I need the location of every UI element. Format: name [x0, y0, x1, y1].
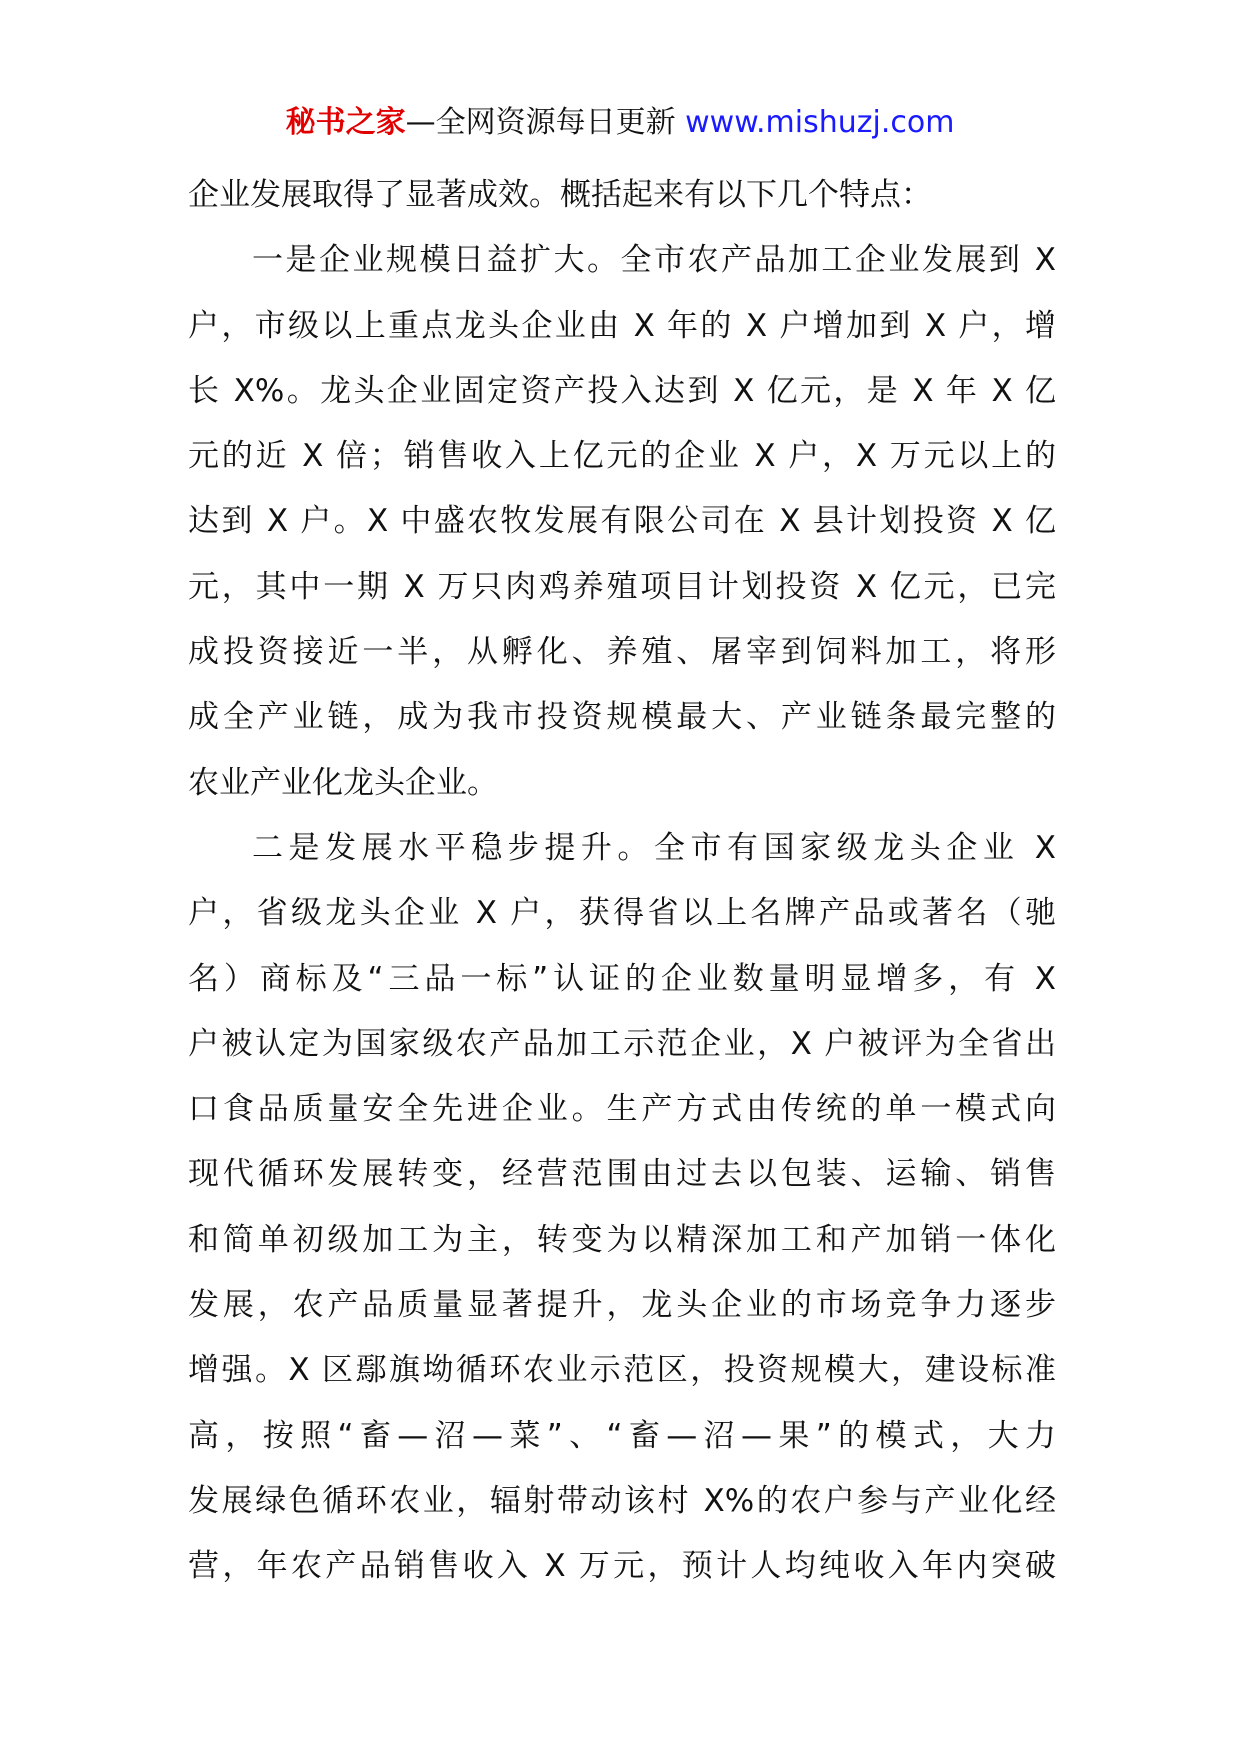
text-line: 高，按照“畜—沼—菜”、“畜—沼—果”的模式，大力 — [188, 1417, 1056, 1454]
text-line: 元，其中一期 X 万只肉鸡养殖项目计划投资 X 亿元，已完 — [188, 568, 1056, 605]
text-line: 户，市级以上重点龙头企业由 X 年的 X 户增加到 X 户，增 — [188, 307, 1056, 344]
text-line: 一是企业规模日益扩大。全市农产品加工企业发展到 X — [252, 242, 1056, 279]
body-text — [188, 163, 1056, 1600]
text-line: 户，省级龙头企业 X 户，获得省以上名牌产品或著名（驰 — [188, 895, 1056, 932]
text-line: 户被认定为国家级农产品加工示范企业，X 户被评为全省出 — [188, 1025, 1056, 1062]
text-line: 达到 X 户。X 中盛农牧发展有限公司在 X 县计划投资 X 亿 — [188, 503, 1056, 540]
text-line: 增强。X 区鄢旗坳循环农业示范区，投资规模大，建设标准 — [188, 1352, 1056, 1389]
text-line: 农业产业化龙头企业。 — [188, 764, 498, 801]
text-line: 口食品质量安全先进企业。生产方式由传统的单一模式向 — [188, 1091, 1056, 1128]
text-line: 企业发展取得了显著成效。概括起来有以下几个特点： — [188, 177, 932, 213]
text-line: 二是发展水平稳步提升。全市有国家级龙头企业 X — [252, 829, 1056, 866]
page-header — [0, 100, 1240, 146]
header-tagline: —全网资源每日更新 — [405, 105, 686, 140]
site-url-link[interactable]: www.mishuzj.com — [685, 105, 955, 140]
text-line: 和简单初级加工为主，转变为以精深加工和产加销一体化 — [188, 1221, 1056, 1258]
text-line: 现代循环发展转变，经营范围由过去以包装、运输、销售 — [188, 1156, 1056, 1193]
text-line: 发展绿色循环农业，辐射带动该村 X%的农户参与产业化经 — [188, 1482, 1056, 1519]
text-line: 成投资接近一半，从孵化、养殖、屠宰到饲料加工，将形 — [188, 634, 1056, 671]
text-line: 长 X%。龙头企业固定资产投入达到 X 亿元，是 X 年 X 亿 — [188, 372, 1056, 409]
text-line: 营，年农产品销售收入 X 万元，预计人均纯收入年内突破 — [188, 1548, 1056, 1585]
text-line: 元的近 X 倍；销售收入上亿元的企业 X 户，X 万元以上的 — [188, 438, 1056, 475]
text-line: 发展，农产品质量显著提升，龙头企业的市场竞争力逐步 — [188, 1287, 1056, 1324]
brand-name: 秘书之家 — [285, 105, 406, 140]
text-line: 名）商标及“三品一标”认证的企业数量明显增多，有 X — [188, 960, 1056, 997]
text-line: 成全产业链，成为我市投资规模最大、产业链条最完整的 — [188, 699, 1056, 736]
